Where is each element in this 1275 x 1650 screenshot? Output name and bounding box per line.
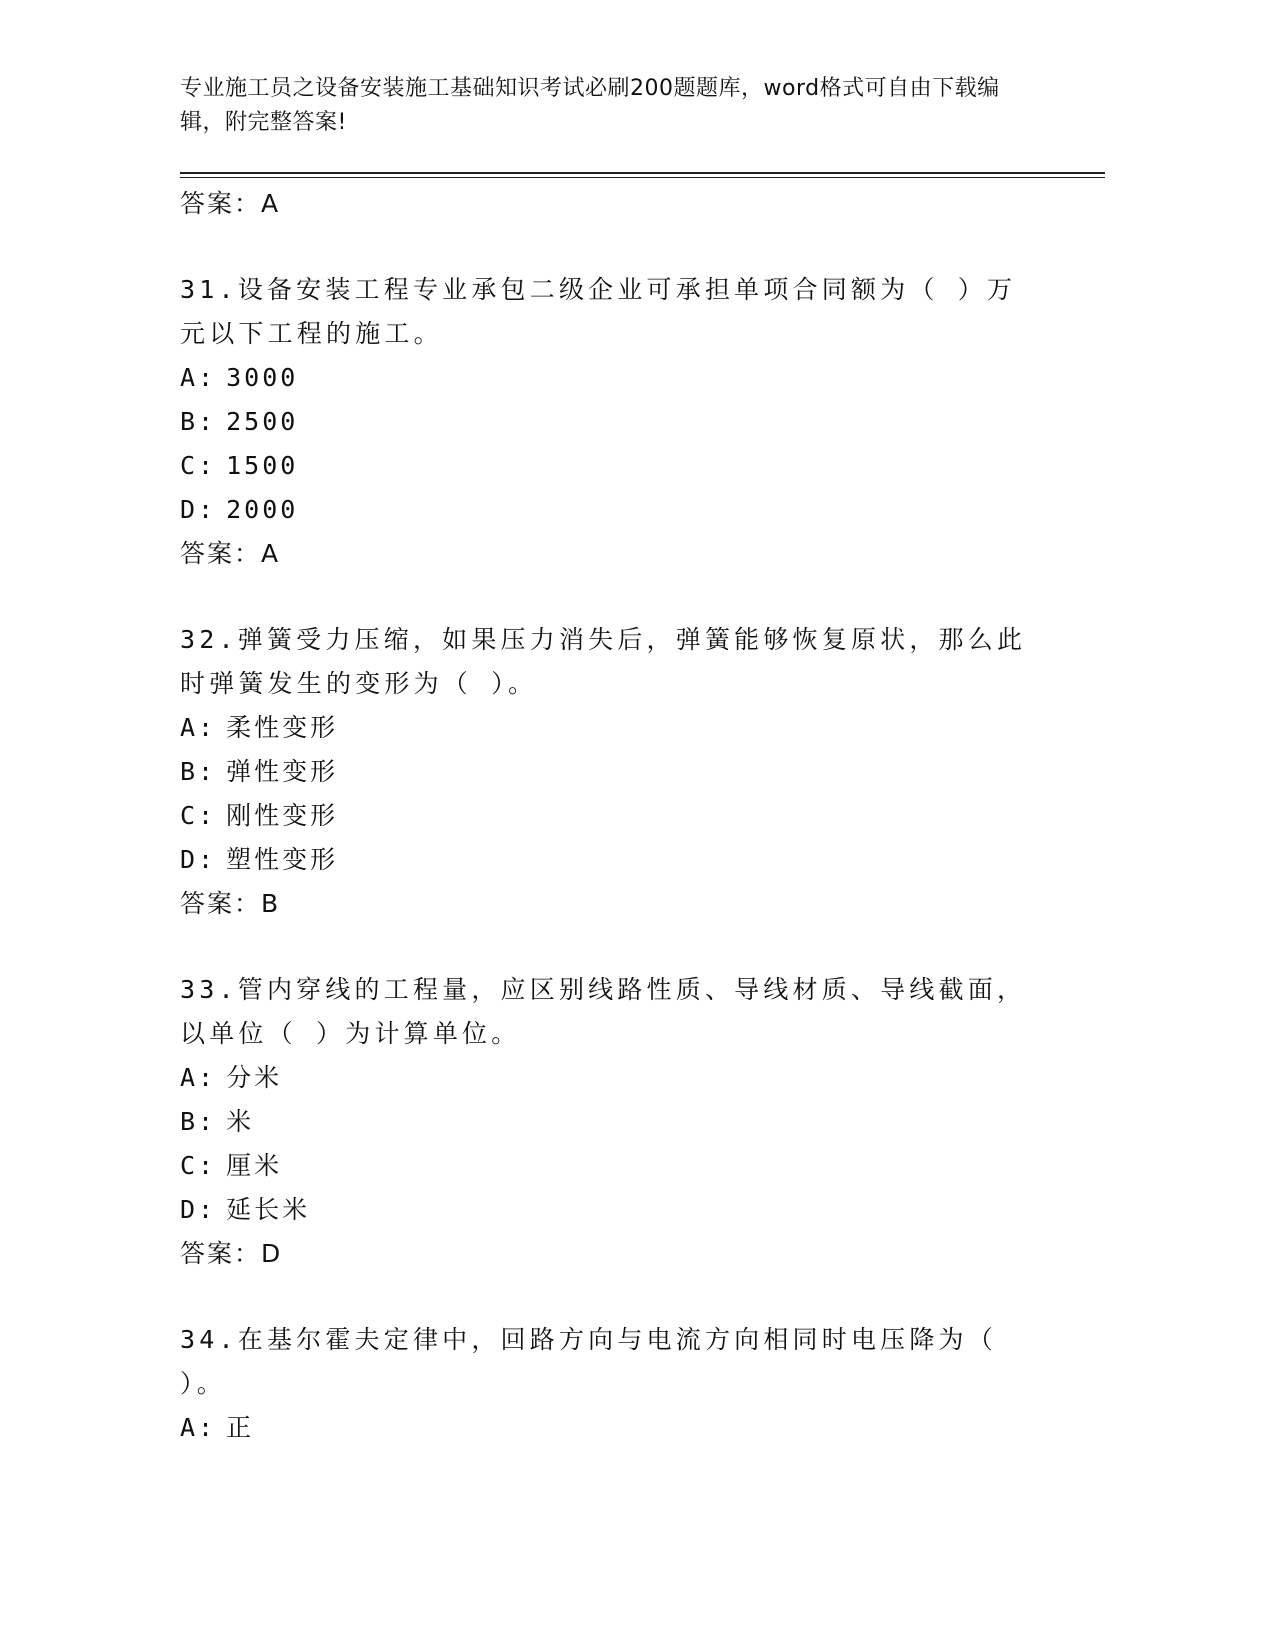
option-letter: A:	[180, 363, 217, 392]
answer-line	[180, 532, 1040, 576]
question-block	[180, 618, 1040, 926]
answer-label: 答案：	[180, 1239, 262, 1268]
option-text: 分米	[226, 1063, 283, 1092]
document-header: 专业施工员之设备安装施工基础知识考试必刷200题题库，word格式可自由下载编辑，附完整答案!	[180, 76, 1000, 135]
option-text: 塑性变形	[226, 845, 339, 874]
option-text: 1500	[226, 451, 299, 480]
option-letter: B:	[180, 407, 217, 436]
answer-label: 答案：	[180, 539, 262, 568]
option-letter: B:	[180, 1107, 217, 1136]
answer-line	[180, 182, 1040, 226]
option-text: 刚性变形	[226, 801, 339, 830]
header-rule-thin	[180, 177, 1105, 178]
question-stem: 34.在基尔霍夫定律中，回路方向与电流方向相同时电压降为（ ）。	[180, 1325, 997, 1398]
question-stem: 31.设备安装工程专业承包二级企业可承担单项合同额为（ ）万元以下工程的施工。	[180, 275, 1017, 348]
option-b	[180, 400, 1040, 444]
question-stem: 32.弹簧受力压缩，如果压力消失后，弹簧能够恢复原状，那么此时弹簧发生的变形为（ ）。	[180, 625, 1027, 698]
option-letter: A:	[180, 713, 217, 742]
option-a	[180, 706, 1040, 750]
option-letter: D:	[180, 1195, 217, 1224]
answer-value: B	[261, 889, 279, 918]
option-text: 延长米	[226, 1195, 311, 1224]
answer-value: A	[261, 189, 279, 218]
option-letter: A:	[180, 1063, 217, 1092]
option-text: 弹性变形	[226, 757, 339, 786]
option-text: 正	[226, 1413, 255, 1442]
answer-line	[180, 882, 1040, 926]
question-stem: 33.管内穿线的工程量，应区别线路性质、导线材质、导线截面，以单位（ ）为计算单位。	[180, 975, 1027, 1048]
answer-label: 答案：	[180, 889, 262, 918]
option-letter: C:	[180, 1151, 217, 1180]
header-rule-thick	[180, 172, 1105, 174]
option-c	[180, 794, 1040, 838]
option-a	[180, 356, 1040, 400]
option-c	[180, 1144, 1040, 1188]
option-text: 柔性变形	[226, 713, 339, 742]
option-text: 2000	[226, 495, 299, 524]
option-letter: B:	[180, 757, 217, 786]
question-block	[180, 968, 1040, 1276]
option-text: 3000	[226, 363, 299, 392]
option-b	[180, 1100, 1040, 1144]
option-text: 2500	[226, 407, 299, 436]
option-d	[180, 488, 1040, 532]
option-c	[180, 444, 1040, 488]
option-text: 米	[226, 1107, 255, 1136]
question-block	[180, 1318, 1040, 1450]
question-list	[180, 182, 1040, 1450]
option-letter: C:	[180, 451, 217, 480]
answer-line	[180, 1232, 1040, 1276]
option-a	[180, 1056, 1040, 1100]
answer-value: A	[261, 539, 279, 568]
option-d	[180, 1188, 1040, 1232]
option-a	[180, 1406, 1040, 1450]
option-d	[180, 838, 1040, 882]
answer-value: D	[261, 1239, 281, 1268]
option-letter: A:	[180, 1413, 217, 1442]
option-text: 厘米	[226, 1151, 283, 1180]
option-b	[180, 750, 1040, 794]
option-letter: D:	[180, 845, 217, 874]
question-block	[180, 268, 1040, 576]
option-letter: C:	[180, 801, 217, 830]
option-letter: D:	[180, 495, 217, 524]
answer-label: 答案：	[180, 189, 262, 218]
